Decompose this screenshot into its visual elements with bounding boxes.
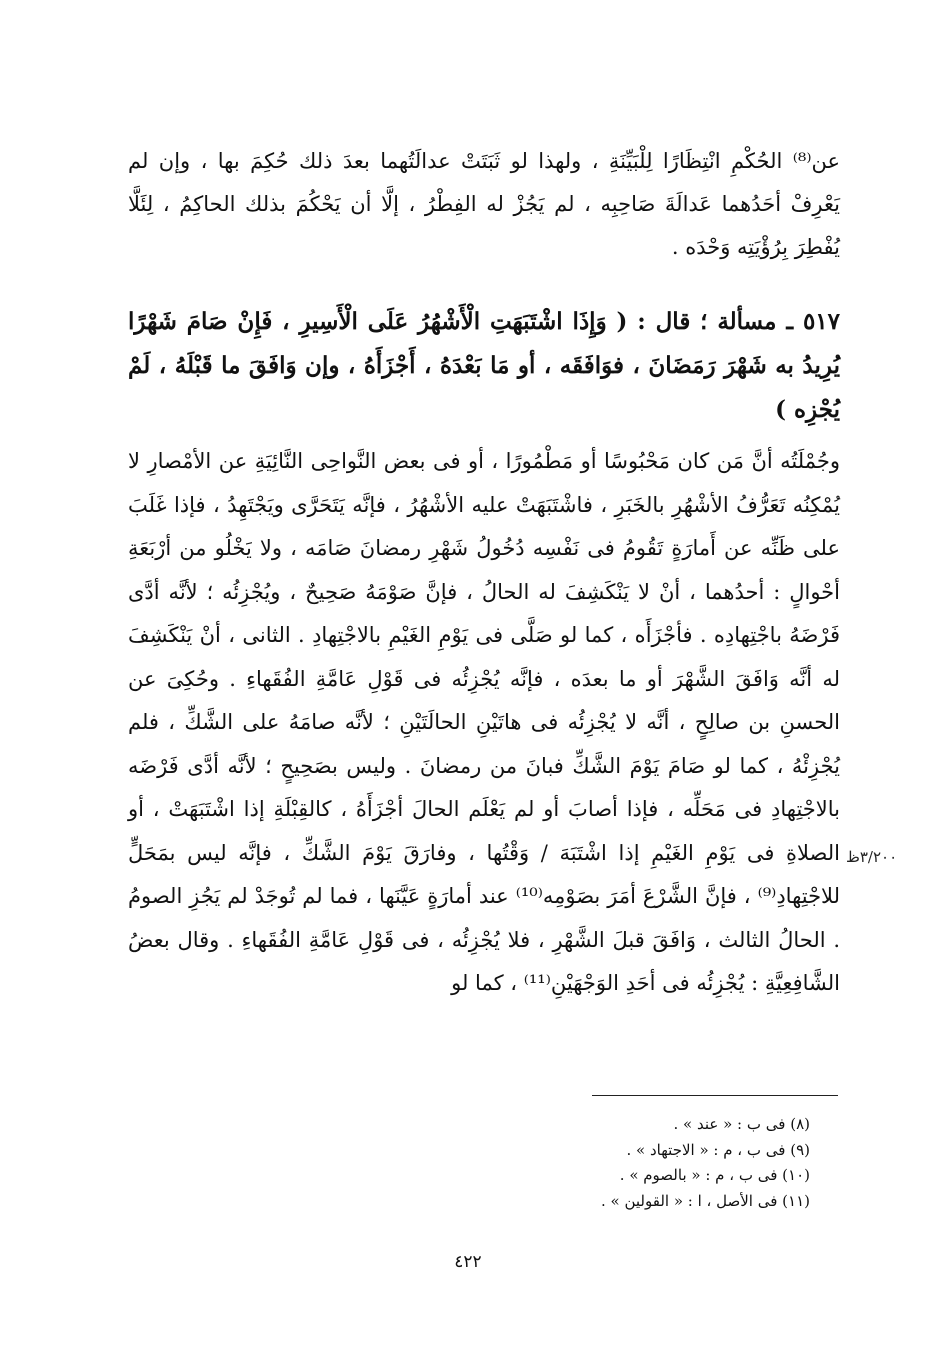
issue-heading-517: ٥١٧ ـ مسألة ؛ قال : ( وَإِذَا اشْتَبَهَتِ الْأَشْهُرُ عَلَى الْأَسِيرِ ، فَإِنْ صَامَ شَهْرًا يُرِيدُ به شَهْرَ رَمَضَانَ ، فوَافَقَه ، أو مَا بَعْدَهُ ، أَجْزَأَهُ ، وإن وَافَقَ ما قَبْلَهُ ، لَمْ يُجْزِه ) (128, 308, 840, 423)
paragraph-intro: عن⁽⁸⁾ الحُكْمِ انْتِظَارًا لِلْبَيِّنَةِ ، ولهذا لو ثَبَتَتْ عدالَتُهما بعدَ ذلك حُكِمَ بها ، وإن لم يَعْرِفْ أحَدُهما عَدالَةَ صَاحِبِه ، لم يَجُزْ له الفِطْرُ ، إلَّا أن يَحْكُمَ بذلك الحاكِمُ ، لِئَلَّا يُفْطِرَ بِرُؤْيَتِه وَحْدَه . (128, 149, 840, 259)
footnote-11: (١١) فى الأصل ، ا : « القولين » . (600, 1191, 810, 1210)
page-number: ٤٢٢ (454, 1252, 482, 1272)
footnote-9: (٩) فى ب ، م : « الاجتهاد » . (626, 1140, 810, 1159)
footnote-8: (٨) فى ب : « عند » . (673, 1115, 810, 1133)
paragraph-commentary: وجُمْلَتُه أنَّ مَن كان مَحْبُوسًا أو مَطْمُورًا ، أو فى بعض النَّواحِى النَّائِيَةِ عن الأمْصارِ لا يُمْكِنُه تَعَرُّفُ الأشْهُرِ بالخَبَرِ ، فاشْتَبَهَتْ عليه الأشْهُرُ ، فإنَّه يَتَحَرَّى ويَجْتَهِدُ ، فإذا غَلَبَ على ظَنِّه عن أَمارَةٍ تَقُومُ فى نَفْسِه دُخُولُ شَهْرِ رمضانَ صَامَه ، ولا يَخْلُو من أرْبَعَةِ أحْوالٍ : أحدُهما ، أنْ لا يَنْكَشِفَ له الحالُ ، فإنَّ صَوْمَهُ صَحِيحٌ ، ويُجْزِئُه ؛ لأنَّه أدَّى فَرْضَهُ باجْتِهادِه . فأجْزَأَه ، كما لو صَلَّى فى يَوْمِ الغَيْمِ بالاجْتِهادِ . الثانى ، أنْ يَنْكَشِفَ له أنَّه وَافَقَ الشَّهْرَ أو ما بعدَه ، فإنَّه يُجْزِئُه فى قَوْلِ عَامَّةِ الفُقَهاءِ . وحُكِىَ عن الحسنِ بن صالِحٍ ، أنَّه لا يُجْزِئُه فى هاتَيْنِ الحالَتَيْنِ ؛ لأنَّه صامَهُ على الشَّكِّ ، فلم يُجْزِئْهُ ، كما لو صَامَ يَوْمَ الشَّكِّ فبانَ من رمضانَ . وليس بصَحِيحٍ ؛ لأنَّه أدَّى فَرْضَه بالاجْتِهادِ فى مَحَلِّه ، فإذا أصابَ أو لم يَعْلَم الحالَ أجْزَأَهُ ، كالقِبْلَةِ إذا اشْتَبَهَتْ ، أو الصلاةِ فى يَوْمِ الغَيْمِ إذا اشْتَبَهَ / وَقْتُها ، وفارَقَ يَوْمَ الشَّكِّ ، فإنَّه ليس بمَحَلٍّ للاجْتِهادِ⁽⁹⁾ ، فإنَّ الشَّرْعَ أمَرَ بصَوْمِه⁽¹⁰⁾ عند أمارَةٍ عَيَّنَها ، فما لم تُوجَدْ لم يَجُزِ الصومُ . الحالُ الثالث ، وَافَقَ قبلَ الشَّهْرِ ، فلا يُجْزِئُه ، فى قَوْلِ عَامَّةِ الفُقَهاءِ . وقال بعضُ الشَّافِعِيَّةِ : يُجْزِئُه فى أحَدِ الوَجْهَيْنِ⁽¹¹⁾ ، كما لو (128, 449, 840, 995)
footnotes (300, 1112, 810, 1214)
footnote-10: (١٠) فى ب ، م : « بالصوم » . (619, 1166, 810, 1184)
footnote-separator (592, 1095, 838, 1096)
manuscript-folio-note: ٣/٢٠٠ظ (846, 848, 898, 866)
